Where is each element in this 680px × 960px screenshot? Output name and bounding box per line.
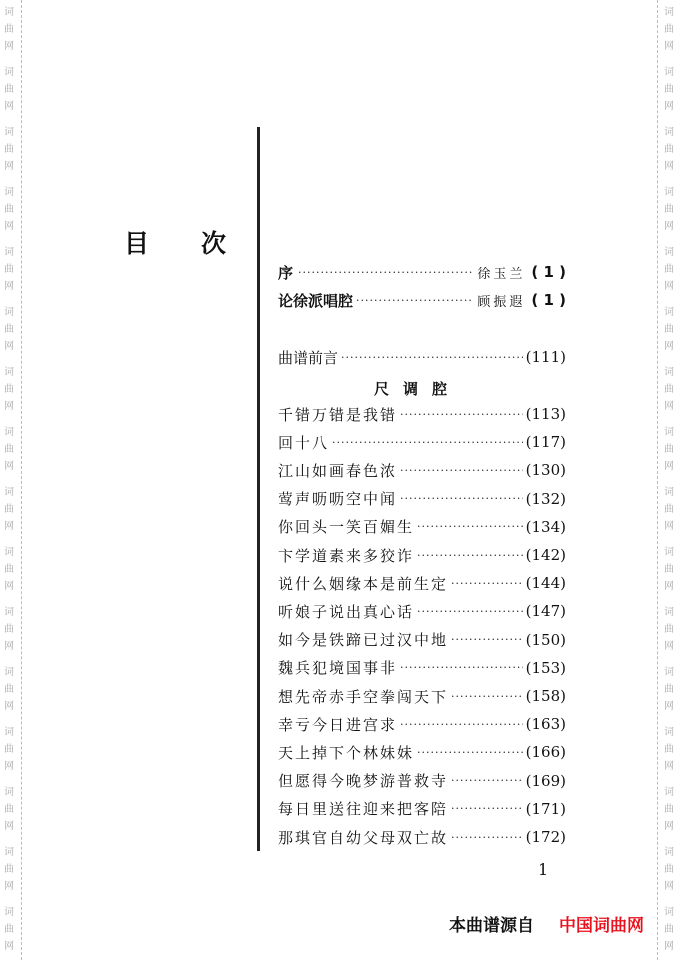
- watermark-char: 网: [4, 581, 14, 592]
- watermark-char: 曲: [664, 864, 674, 875]
- toc-entry[interactable]: [278, 431, 566, 453]
- watermark-char: 曲: [4, 684, 14, 695]
- vertical-divider: [257, 127, 260, 851]
- watermark-char: 词: [664, 547, 674, 558]
- toc-entry[interactable]: [278, 544, 566, 566]
- dot-leader: [400, 408, 523, 421]
- watermark-char: 曲: [4, 624, 14, 635]
- watermark-char: 曲: [664, 744, 674, 755]
- entry-page: (132): [525, 489, 566, 508]
- entry-title: 每日里送往迎来把客陪: [278, 800, 449, 819]
- watermark-char: 网: [4, 761, 14, 772]
- watermark-char: 曲: [664, 204, 674, 215]
- watermark-char: 词: [4, 907, 14, 918]
- watermark-char: 网: [664, 701, 674, 712]
- footer-site-name[interactable]: 中国词曲网: [559, 916, 644, 936]
- watermark-char: 词: [664, 427, 674, 438]
- entry-title: 论徐派唱腔: [278, 291, 354, 310]
- watermark-char: 曲: [664, 564, 674, 575]
- watermark-char: 词: [4, 427, 14, 438]
- dot-leader: [417, 605, 523, 618]
- toc-entry[interactable]: [278, 826, 566, 848]
- dot-leader: [451, 802, 523, 815]
- entry-title: 想先帝赤手空拳闯天下: [278, 687, 449, 706]
- toc-entry[interactable]: [278, 629, 566, 651]
- watermark-char: 词: [664, 907, 674, 918]
- watermark-char: 曲: [4, 24, 14, 35]
- watermark-char: 曲: [4, 924, 14, 935]
- toc-entry[interactable]: [278, 798, 566, 820]
- watermark-char: 曲: [4, 384, 14, 395]
- entry-title: 天上掉下个林妹妹: [278, 743, 415, 762]
- watermark-char: 曲: [664, 684, 674, 695]
- watermark-char: 网: [4, 221, 14, 232]
- watermark-char: 曲: [4, 324, 14, 335]
- dot-leader: [341, 351, 523, 364]
- dot-leader: [400, 464, 523, 477]
- watermark-char: 网: [664, 641, 674, 652]
- dot-leader: [400, 661, 523, 674]
- entry-page: ( 1 ): [531, 263, 566, 281]
- dot-leader: [400, 492, 523, 505]
- watermark-char: 词: [664, 787, 674, 798]
- entry-title: 那琪官自幼父母双亡故: [278, 828, 449, 847]
- watermark-char: 网: [4, 41, 14, 52]
- watermark-char: 网: [664, 761, 674, 772]
- watermark-char: 曲: [4, 564, 14, 575]
- toc-entry[interactable]: [278, 403, 566, 425]
- entry-page: (166): [525, 743, 566, 762]
- watermark-char: 曲: [664, 264, 674, 275]
- entry-page: (172): [525, 828, 566, 846]
- left-dashed-border: [21, 0, 22, 960]
- watermark-char: 词: [4, 547, 14, 558]
- dot-leader: [417, 746, 523, 759]
- watermark-char: 词: [664, 187, 674, 198]
- entry-title: 听娘子说出真心话: [278, 602, 415, 621]
- watermark-char: 曲: [4, 864, 14, 875]
- toc-entry[interactable]: [278, 261, 566, 283]
- watermark-char: 曲: [664, 504, 674, 515]
- watermark-char: 网: [4, 341, 14, 352]
- toc-entry[interactable]: [278, 572, 566, 594]
- watermark-char: 网: [664, 881, 674, 892]
- watermark-char: 网: [664, 341, 674, 352]
- footer-source-label: 本曲谱源自: [449, 916, 534, 936]
- page-number: 1: [538, 860, 549, 879]
- toc-entry[interactable]: [278, 289, 566, 311]
- watermark-char: 词: [664, 67, 674, 78]
- section-heading: 尺调腔: [374, 380, 462, 398]
- entry-title: 曲谱前言: [278, 348, 339, 367]
- toc-entry[interactable]: [278, 516, 566, 538]
- watermark-char: 词: [4, 247, 14, 258]
- watermark-char: 网: [664, 821, 674, 832]
- watermark-char: 网: [664, 41, 674, 52]
- watermark-char: 词: [4, 847, 14, 858]
- entry-title: 但愿得今晚梦游普救寺: [278, 772, 449, 791]
- toc-entry[interactable]: [278, 741, 566, 763]
- watermark-char: 词: [664, 127, 674, 138]
- entry-page: ( 1 ): [531, 291, 566, 309]
- entry-page: (134): [525, 517, 566, 536]
- entry-page: (130): [525, 461, 566, 480]
- watermark-char: 词: [4, 127, 14, 138]
- entry-page: (153): [525, 658, 566, 677]
- toc-entry[interactable]: [278, 600, 566, 622]
- watermark-char: 词: [4, 787, 14, 798]
- watermark-char: 词: [664, 247, 674, 258]
- watermark-char: 词: [4, 487, 14, 498]
- watermark-char: 网: [664, 221, 674, 232]
- watermark-char: 网: [4, 101, 14, 112]
- toc-entry[interactable]: [278, 685, 566, 707]
- entry-title: 你回头一笑百媚生: [278, 518, 415, 537]
- entry-author: 徐玉兰: [477, 266, 526, 282]
- watermark-char: 曲: [4, 204, 14, 215]
- watermark-char: 曲: [664, 624, 674, 635]
- watermark-char: 曲: [664, 144, 674, 155]
- entry-title: 莺声呖呖空中闻: [278, 490, 398, 509]
- watermark-char: 网: [4, 281, 14, 292]
- watermark-char: 网: [664, 941, 674, 952]
- watermark-char: 词: [4, 667, 14, 678]
- entry-title: 魏兵犯境国事非: [278, 659, 398, 678]
- watermark-char: 网: [4, 941, 14, 952]
- watermark-char: 曲: [664, 84, 674, 95]
- watermark-char: 曲: [664, 804, 674, 815]
- watermark-char: 曲: [664, 24, 674, 35]
- watermark-char: 网: [664, 581, 674, 592]
- watermark-char: 词: [4, 607, 14, 618]
- entry-page: (111): [525, 348, 566, 366]
- watermark-char: 网: [4, 641, 14, 652]
- entry-author: 顾振遐: [477, 294, 526, 310]
- toc-entry[interactable]: [278, 770, 566, 792]
- entry-title: 千错万错是我错: [278, 405, 398, 424]
- entry-title: 序: [278, 263, 296, 282]
- watermark-char: 曲: [4, 84, 14, 95]
- watermark-char: 网: [664, 101, 674, 112]
- watermark-char: 曲: [4, 144, 14, 155]
- dot-leader: [451, 690, 523, 703]
- watermark-char: 词: [664, 7, 674, 18]
- entry-title: 回十八: [278, 433, 330, 452]
- dot-leader: [451, 831, 523, 844]
- watermark-char: 词: [664, 727, 674, 738]
- watermark-char: 曲: [4, 504, 14, 515]
- watermark-char: 词: [664, 367, 674, 378]
- watermark-char: 词: [4, 367, 14, 378]
- entry-page: (144): [525, 574, 566, 593]
- toc-entry[interactable]: [278, 657, 566, 679]
- watermark-char: 词: [4, 187, 14, 198]
- dot-leader: [400, 718, 523, 731]
- right-dashed-border: [657, 0, 658, 960]
- entry-title: 说什么姻缘本是前生定: [278, 574, 449, 593]
- watermark-char: 网: [4, 821, 14, 832]
- entry-title: 江山如画春色浓: [278, 461, 398, 480]
- watermark-char: 网: [664, 521, 674, 532]
- watermark-char: 曲: [4, 744, 14, 755]
- watermark-char: 曲: [664, 324, 674, 335]
- watermark-char: 词: [664, 607, 674, 618]
- entry-title: 如今是铁蹄已过汉中地: [278, 631, 449, 650]
- watermark-char: 网: [664, 281, 674, 292]
- watermark-char: 曲: [664, 924, 674, 935]
- entry-page: (169): [525, 771, 566, 790]
- watermark-char: 曲: [664, 384, 674, 395]
- entry-title: 卞学道素来多狡诈: [278, 546, 415, 565]
- watermark-char: 网: [4, 701, 14, 712]
- entry-page: (117): [525, 433, 566, 452]
- toc-entry-preface[interactable]: [278, 346, 566, 368]
- dot-leader: [451, 774, 523, 787]
- watermark-char: 词: [664, 307, 674, 318]
- page-title: [124, 224, 226, 260]
- watermark-char: 网: [4, 521, 14, 532]
- watermark-char: 曲: [664, 444, 674, 455]
- toc-entry[interactable]: [278, 713, 566, 735]
- toc-entry[interactable]: [278, 488, 566, 510]
- entry-page: (150): [525, 630, 566, 649]
- watermark-char: 网: [4, 401, 14, 412]
- watermark-char: 词: [4, 307, 14, 318]
- watermark-char: 网: [4, 161, 14, 172]
- entry-page: (158): [525, 687, 566, 705]
- watermark-char: 网: [664, 401, 674, 412]
- watermark-char: 曲: [4, 264, 14, 275]
- dot-leader: [332, 436, 523, 449]
- watermark-char: 曲: [4, 804, 14, 815]
- entry-page: (113): [525, 405, 566, 423]
- watermark-char: 词: [4, 67, 14, 78]
- entry-page: (171): [525, 799, 566, 818]
- dot-leader: [451, 633, 523, 646]
- entry-page: (163): [525, 715, 566, 734]
- watermark-char: 网: [4, 881, 14, 892]
- watermark-char: 词: [664, 667, 674, 678]
- title-char: 目: [124, 229, 150, 258]
- dot-leader: [417, 549, 523, 562]
- watermark-char: 词: [664, 487, 674, 498]
- watermark-char: 词: [4, 727, 14, 738]
- dot-leader: [417, 520, 523, 533]
- title-char: 次: [201, 229, 227, 258]
- watermark-char: 词: [664, 847, 674, 858]
- watermark-char: 网: [664, 161, 674, 172]
- entry-page: (147): [525, 602, 566, 621]
- entry-page: (142): [525, 546, 566, 564]
- watermark-char: 网: [664, 461, 674, 472]
- watermark-char: 网: [4, 461, 14, 472]
- watermark-char: 词: [4, 7, 14, 18]
- dot-leader: [298, 266, 474, 279]
- watermark-char: 曲: [4, 444, 14, 455]
- toc-entry[interactable]: [278, 459, 566, 481]
- dot-leader: [356, 294, 474, 307]
- entry-title: 幸亏今日进宫求: [278, 715, 398, 734]
- dot-leader: [451, 577, 523, 590]
